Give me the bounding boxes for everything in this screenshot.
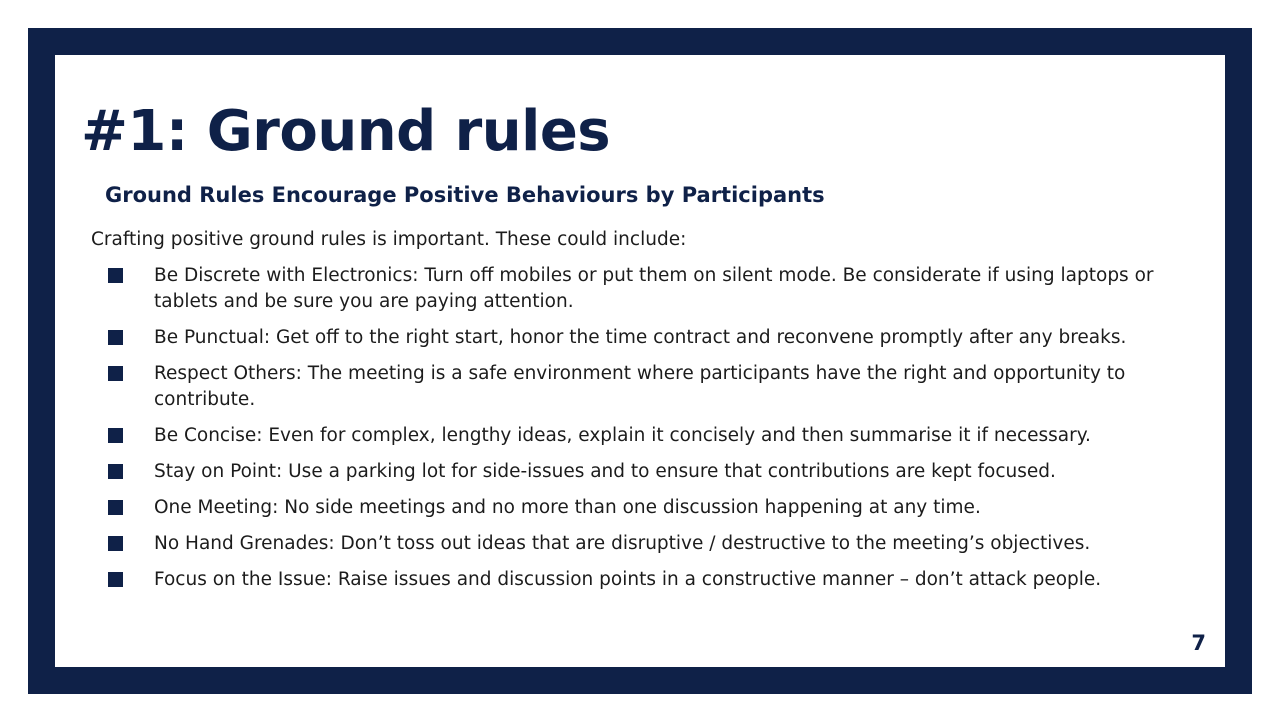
square-bullet-icon [108, 572, 123, 587]
list-item [108, 495, 1220, 521]
rule-text: One Meeting: No side meetings and no more than one discussion happening at any time. [154, 497, 981, 518]
rule-text: Stay on Point: Use a parking lot for side-issues and to ensure that contributions are kept focused. [154, 461, 1056, 482]
ground-rules-list [108, 263, 1220, 603]
square-bullet-icon [108, 500, 123, 515]
square-bullet-icon [108, 464, 123, 479]
square-bullet-icon [108, 330, 123, 345]
slide-title: #1: Ground rules [81, 99, 611, 164]
list-item [108, 423, 1220, 449]
list-item [108, 263, 1220, 315]
rule-text: Be Punctual: Get off to the right start, honor the time contract and reconvene promptly after any breaks. [154, 327, 1127, 348]
square-bullet-icon [108, 366, 123, 381]
list-item [108, 325, 1220, 351]
list-item [108, 567, 1220, 593]
rule-text: Respect Others: The meeting is a safe environment where participants have the right and opportunity to contribute. [154, 363, 1126, 410]
list-item [108, 361, 1220, 413]
rule-text: No Hand Grenades: Don’t toss out ideas that are disruptive / destructive to the meeting’s objectives. [154, 533, 1091, 554]
square-bullet-icon [108, 428, 123, 443]
rule-text: Be Discrete with Electronics: Turn off mobiles or put them on silent mode. Be considerate if using laptops or tablets and be sure you are paying attention. [154, 265, 1154, 312]
page-number: 7 [1191, 631, 1206, 655]
rule-text: Focus on the Issue: Raise issues and discussion points in a constructive manner – don’t attack people. [154, 569, 1102, 590]
intro-text: Crafting positive ground rules is important. These could include: [91, 229, 687, 250]
list-item [108, 459, 1220, 485]
list-item [108, 531, 1220, 557]
rule-text: Be Concise: Even for complex, lengthy ideas, explain it concisely and then summarise it if necessary. [154, 425, 1091, 446]
slide-subtitle: Ground Rules Encourage Positive Behaviours by Participants [105, 183, 825, 207]
slide-content-area [55, 55, 1225, 667]
square-bullet-icon [108, 536, 123, 551]
square-bullet-icon [108, 268, 123, 283]
